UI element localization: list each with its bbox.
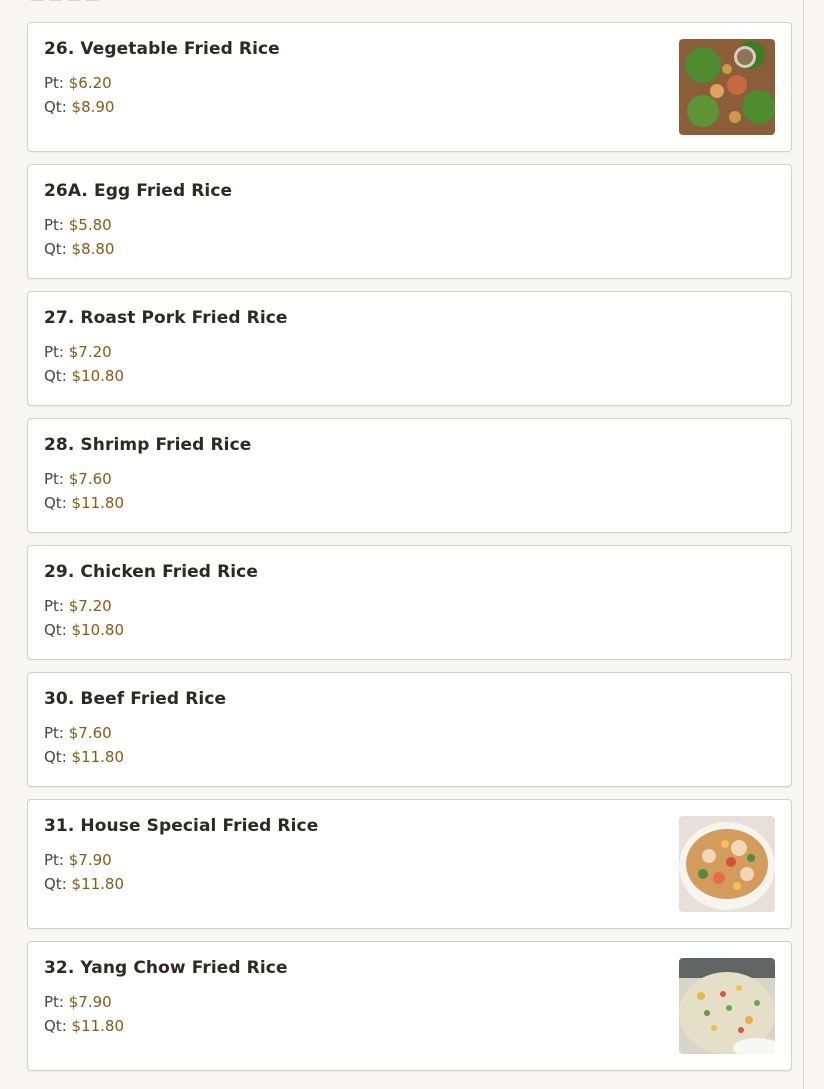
quart-price: $11.80 [71,1017,125,1035]
pint-price: $7.90 [68,851,112,869]
pint-label: Pt: [44,993,64,1011]
pint-price: $7.90 [68,993,112,1011]
price-list [44,71,775,119]
menu-item-card[interactable] [27,545,792,660]
quart-price-line [44,872,775,896]
menu-item-card[interactable] [27,418,792,533]
pint-label: Pt: [44,216,64,234]
pint-label: Pt: [44,597,64,615]
menu-item-name: 32. Yang Chow Fried Rice [44,958,288,978]
pint-price-line [44,848,775,872]
menu-item-name: 26A. Egg Fried Rice [44,181,233,201]
cropped-section-heading: — — — — [30,0,100,8]
menu-item-name: 27. Roast Pork Fried Rice [44,308,288,328]
quart-price-line [44,491,775,515]
menu-item-name: 30. Beef Fried Rice [44,689,227,709]
pint-price: $7.20 [68,597,112,615]
quart-price: $11.80 [71,494,125,512]
pint-price: $5.80 [68,216,112,234]
quart-label: Qt: [44,748,67,766]
quart-price-line [44,1014,775,1038]
menu-item-card[interactable] [27,941,792,1071]
quart-label: Qt: [44,367,67,385]
pint-label: Pt: [44,724,64,742]
pint-label: Pt: [44,343,64,361]
price-list [44,848,775,896]
quart-price: $11.80 [71,875,125,893]
price-list [44,990,775,1038]
vegetable-fried-rice-photo[interactable] [679,39,775,135]
menu-item-name: 28. Shrimp Fried Rice [44,435,252,455]
pint-price-line [44,467,775,491]
menu-item-name: 29. Chicken Fried Rice [44,562,258,582]
quart-price-line [44,745,775,769]
menu-item-card[interactable] [27,164,792,279]
quart-price: $10.80 [71,621,125,639]
menu-item-card[interactable] [27,799,792,929]
pint-label: Pt: [44,74,64,92]
pint-price-line [44,594,775,618]
pint-price: $7.20 [68,343,112,361]
quart-label: Qt: [44,98,67,116]
yang-chow-fried-rice-photo[interactable] [679,958,775,1054]
scrollbar-track[interactable] [803,0,824,1089]
menu-item-card[interactable] [27,291,792,406]
quart-price: $8.80 [71,240,115,258]
price-list [44,213,775,261]
quart-price: $8.90 [71,98,115,116]
quart-price: $11.80 [71,748,125,766]
quart-label: Qt: [44,1017,67,1035]
menu-list [27,22,792,1083]
menu-item-card[interactable] [27,672,792,787]
menu-item-name: 26. Vegetable Fried Rice [44,39,280,59]
price-list [44,594,775,642]
pint-price-line [44,213,775,237]
pint-price-line [44,721,775,745]
price-list [44,340,775,388]
quart-label: Qt: [44,494,67,512]
pint-price-line [44,340,775,364]
house-special-fried-rice-photo[interactable] [679,816,775,912]
quart-price-line [44,618,775,642]
price-list [44,721,775,769]
menu-item-card[interactable] [27,22,792,152]
pint-price-line [44,990,775,1014]
menu-item-name: 31. House Special Fried Rice [44,816,319,836]
quart-label: Qt: [44,240,67,258]
quart-label: Qt: [44,621,67,639]
pint-price: $7.60 [68,470,112,488]
quart-price-line [44,364,775,388]
quart-price-line [44,237,775,261]
pint-label: Pt: [44,851,64,869]
pint-price: $7.60 [68,724,112,742]
pint-label: Pt: [44,470,64,488]
quart-label: Qt: [44,875,67,893]
quart-price-line [44,95,775,119]
pint-price-line [44,71,775,95]
pint-price: $6.20 [68,74,112,92]
price-list [44,467,775,515]
quart-price: $10.80 [71,367,125,385]
